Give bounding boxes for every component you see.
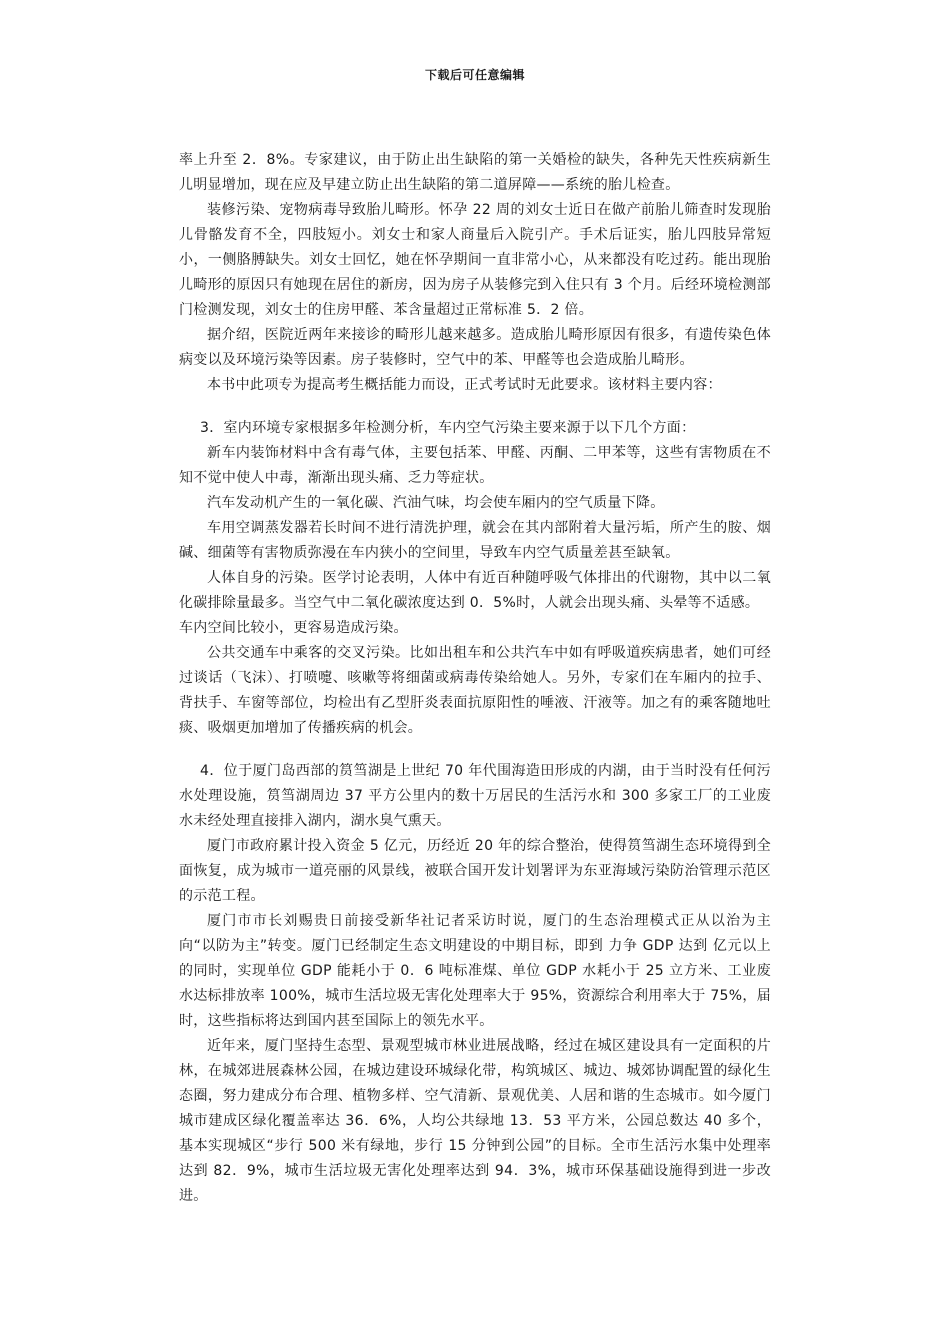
- section-gap: [179, 398, 771, 416]
- paragraph: 新车内装饰材料中含有毒气体，主要包括苯、甲醛、丙酮、二甲苯等，这些有害物质在不知不觉中使人中毒，渐渐出现头痛、乏力等症状。: [179, 445, 771, 486]
- paragraph: 厦门市政府累计投入资金 5 亿元，历经近 20 年的综合整治，使得筼筜湖生态环境得到全面恢复，成为城市一道亮丽的风景线，被联合国开发计划署评为东亚海域污染防治管理示范区的示范工程。: [179, 838, 771, 904]
- paragraph: 公共交通车中乘客的交叉污染。比如出租车和公共汽车中如有呼吸道疾病患者，她们可经过谈话（飞沫）、打喷嚏、咳嗽等将细菌或病毒传染给她人。另外，专家们在车厢内的拉手、背扶手、车窗等部位，均检出有乙型肝炎表面抗原阳性的唾液、汗液等。加之有的乘客随地吐痰、吸烟更加增加了传播疾病的机会。: [179, 645, 771, 736]
- paragraph: 本书中此项专为提高考生概括能力而设，正式考试时无此要求。该材料主要内容：: [207, 377, 722, 393]
- paragraph: 近年来，厦门坚持生态型、景观型城市林业进展战略，经过在城区建设具有一定面积的片林，在城郊进展森林公园，在城边建设环城绿化带，构筑城区、城边、城郊协调配置的绿化生态圈，努力建成分布合理、植物多样、空气清新、景观优美、人居和谐的生态城市。如今厦门城市建成区绿化覆盖率达 36．6%，人均公共绿地 13．53 平方米，公园总数达 40 多个，基本实现城区“步行 500 米有绿地，步行 15 分钟到公园”的目标。全市生活污水集中处理率达到 82．9%，城市生活垃圾无害化处理率达到 94．3%，城市环保基础设施得到进一步改进。: [179, 1038, 771, 1204]
- paragraph: 人体自身的污染。医学讨论表明，人体中有近百种随呼吸气体排出的代谢物，其中以二氧化碳排除量最多。当空气中二氧化碳浓度达到 0．5%时，人就会出现头痛、头晕等不适感。: [179, 570, 771, 611]
- paragraph: 车用空调蒸发器若长时间不进行清洗护理，就会在其内部附着大量污垢，所产生的胺、烟碱、细菌等有害物质弥漫在车内狭小的空间里，导致车内空气质量差甚至缺氧。: [179, 520, 771, 561]
- document-body: [179, 148, 771, 1209]
- section-4-heading: 4．位于厦门岛西部的筼筜湖是上世纪 70 年代围海造田形成的内湖，由于当时没有任何污水处理设施，筼筜湖周边 37 平方公里内的数十万居民的生活污水和 300 多家工厂的工业废水未经处理直接排入湖内，湖水臭气熏天。: [179, 763, 771, 829]
- paragraph: 车内空间比较小，更容易造成污染。: [179, 620, 408, 636]
- page-header: 下载后可任意编辑: [424, 68, 525, 82]
- paragraph: 据介绍，医院近两年来接诊的畸形儿越来越多。造成胎儿畸形原因有很多，有遗传染色体病变以及环境污染等因素。房子装修时，空气中的苯、甲醛等也会造成胎儿畸形。: [179, 327, 771, 368]
- paragraph: 汽车发动机产生的一氧化碳、汽油气味，均会使车厢内的空气质量下降。: [207, 495, 665, 511]
- paragraph: 厦门市市长刘赐贵日前接受新华社记者采访时说，厦门的生态治理模式正从以治为主向“以防为主”转变。厦门已经制定生态文明建设的中期目标，即到 力争 GDP 达到 亿元以上的同时，实现单位 GDP 能耗小于 0．6 吨标准煤、单位 GDP 水耗小于 25 立方米、工业废水达标排放率 100%，城市生活垃圾无害化处理率大于 95%，资源综合利用率大于 75%，届时，这些指标将达到国内甚至国际上的领先水平。: [179, 913, 771, 1029]
- section-3-heading: 3．室内环境专家根据多年检测分析，车内空气污染主要来源于以下几个方面：: [200, 420, 696, 436]
- paragraph: 装修污染、宠物病毒导致胎儿畸形。怀孕 22 周的刘女士近日在做产前胎儿筛查时发现胎儿骨骼发育不全，四肢短小。刘女士和家人商量后入院引产。手术后证实，胎儿四肢异常短小，一侧胳膊缺失。刘女士回忆，她在怀孕期间一直非常小心，从来都没有吃过药。能出现胎儿畸形的原因只有她现在居住的新房，因为房子从装修完到入住只有 3 个月。后经环境检测部门检测发现，刘女士的住房甲醛、苯含量超过正常标准 5．2 倍。: [179, 202, 771, 318]
- paragraph: 率上升至 2．8%。专家建议，由于防止出生缺陷的第一关婚检的缺失，各种先天性疾病新生儿明显增加，现在应及早建立防止出生缺陷的第二道屏障——系统的胎儿检查。: [179, 152, 771, 193]
- section-gap: [179, 741, 771, 759]
